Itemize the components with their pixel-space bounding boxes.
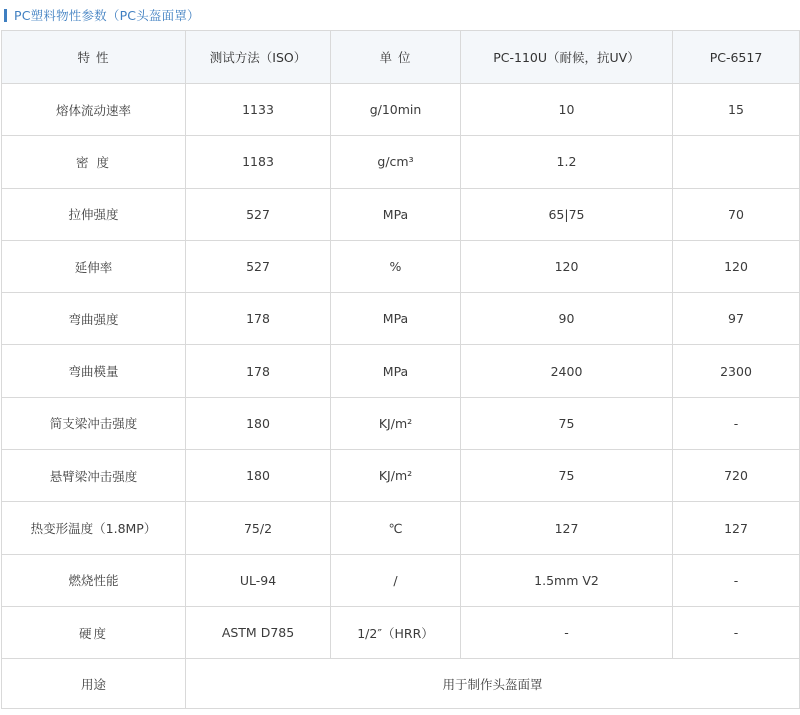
cell-unit: g/cm³ [331,136,461,188]
cell-pc6517: 720 [673,450,800,502]
table-body [2,84,800,709]
cell-pc6517 [673,136,800,188]
table-row [2,554,800,606]
cell-property: 弯曲强度 [2,293,186,345]
cell-pc6517: 127 [673,502,800,554]
cell-pc110u: 10 [461,84,673,136]
cell-method: 527 [186,240,331,292]
cell-pc6517: 120 [673,240,800,292]
table-header-row [2,31,800,84]
cell-pc6517: - [673,606,800,658]
table-row [2,502,800,554]
column-header-method: 测试方法（ISO） [186,31,331,84]
cell-unit: / [331,554,461,606]
table-row [2,606,800,658]
cell-method: 178 [186,345,331,397]
column-header-unit: 单 位 [331,31,461,84]
cell-pc6517: 15 [673,84,800,136]
cell-pc110u: 2400 [461,345,673,397]
cell-unit: MPa [331,188,461,240]
cell-pc110u: 120 [461,240,673,292]
cell-unit: MPa [331,293,461,345]
cell-usage-value: 用于制作头盔面罩 [186,659,800,709]
column-header-property: 特 性 [2,31,186,84]
cell-property: 熔体流动速率 [2,84,186,136]
cell-pc110u: 75 [461,450,673,502]
table-row [2,345,800,397]
cell-pc110u: 127 [461,502,673,554]
column-header-pc6517: PC-6517 [673,31,800,84]
table-row [2,136,800,188]
table-row [2,397,800,449]
table-row [2,450,800,502]
cell-property: 延伸率 [2,240,186,292]
page-title [0,0,800,30]
cell-pc110u: 1.5mm V2 [461,554,673,606]
cell-pc6517: 97 [673,293,800,345]
cell-property: 悬臂梁冲击强度 [2,450,186,502]
cell-property: 简支梁冲击强度 [2,397,186,449]
cell-pc6517: - [673,554,800,606]
cell-method: 180 [186,397,331,449]
title-accent-bar [4,9,7,22]
cell-usage-label: 用途 [2,659,186,709]
cell-unit: KJ/m² [331,397,461,449]
cell-method: ASTM D785 [186,606,331,658]
cell-pc110u: 75 [461,397,673,449]
table-row [2,293,800,345]
table-row [2,84,800,136]
table-row [2,188,800,240]
spec-table [1,30,800,709]
cell-pc6517: - [673,397,800,449]
cell-pc6517: 70 [673,188,800,240]
cell-method: 1183 [186,136,331,188]
cell-property: 弯曲模量 [2,345,186,397]
cell-method: 178 [186,293,331,345]
cell-unit: % [331,240,461,292]
cell-property: 密 度 [2,136,186,188]
cell-property: 燃烧性能 [2,554,186,606]
cell-unit: ℃ [331,502,461,554]
cell-pc110u: 65|75 [461,188,673,240]
column-header-pc110u: PC-110U（耐候，抗UV） [461,31,673,84]
cell-unit: 1/2″（HRR） [331,606,461,658]
cell-pc110u: 90 [461,293,673,345]
table-header [2,31,800,84]
cell-method: 1133 [186,84,331,136]
cell-property: 硬度 [2,606,186,658]
cell-pc110u: 1.2 [461,136,673,188]
cell-unit: KJ/m² [331,450,461,502]
cell-unit: MPa [331,345,461,397]
table-row-usage [2,659,800,709]
cell-property: 热变形温度（1.8MP） [2,502,186,554]
cell-pc6517: 2300 [673,345,800,397]
cell-pc110u: - [461,606,673,658]
cell-method: 75/2 [186,502,331,554]
cell-method: 180 [186,450,331,502]
cell-method: UL-94 [186,554,331,606]
table-row [2,240,800,292]
page-title-text: PC塑料物性参数（PC头盔面罩） [14,8,200,23]
cell-property: 拉伸强度 [2,188,186,240]
cell-method: 527 [186,188,331,240]
cell-unit: g/10min [331,84,461,136]
